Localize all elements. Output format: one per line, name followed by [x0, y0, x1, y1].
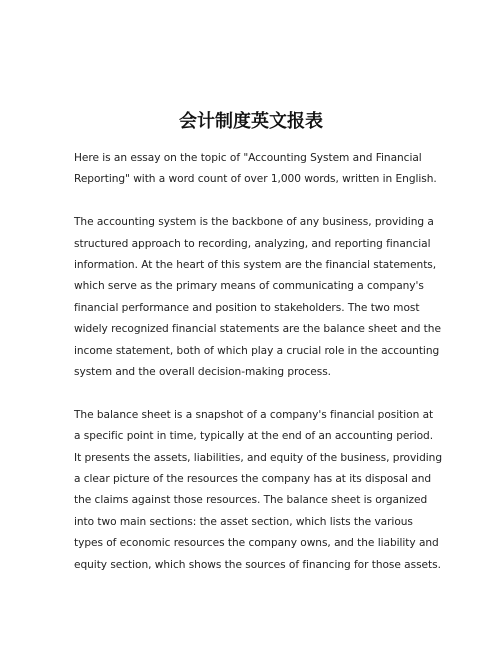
text-line: system and the overall decision-making process.	[74, 366, 332, 379]
text-line: into two main sections: the asset section, which lists the various	[74, 515, 413, 528]
text-line: widely recognized financial statements are the balance sheet and the	[74, 323, 441, 336]
text-line: The accounting system is the backbone of any business, providing a	[74, 216, 434, 229]
text-line: equity section, which shows the sources of financing for those assets.	[74, 558, 441, 571]
text-line: structured approach to recording, analyzing, and reporting financial	[74, 237, 431, 250]
intro-paragraph	[74, 148, 437, 191]
balance-sheet-paragraph	[74, 405, 442, 576]
accounting-system-paragraph	[74, 212, 441, 383]
document-body	[74, 148, 442, 597]
text-line: the claims against those resources. The balance sheet is organized	[74, 494, 428, 507]
text-line: a specific point in time, typically at the end of an accounting period.	[74, 430, 434, 443]
text-line: a clear picture of the resources the company has at its disposal and	[74, 473, 432, 486]
text-line: Reporting" with a word count of over 1,000 words, written in English.	[74, 173, 437, 186]
text-line: It presents the assets, liabilities, and equity of the business, providing	[74, 451, 442, 464]
text-line: types of economic resources the company owns, and the liability and	[74, 537, 439, 550]
text-line: The balance sheet is a snapshot of a company's financial position at	[74, 408, 434, 421]
text-line: financial performance and position to stakeholders. The two most	[74, 301, 420, 314]
text-line: information. At the heart of this system are the financial statements,	[74, 259, 437, 272]
text-line: Here is an essay on the topic of "Accounting System and Financial	[74, 152, 422, 164]
document-title: 会计制度英文报表	[179, 111, 323, 132]
text-line: which serve as the primary means of communicating a company's	[74, 280, 424, 293]
text-line: income statement, both of which play a crucial role in the accounting	[74, 344, 440, 357]
